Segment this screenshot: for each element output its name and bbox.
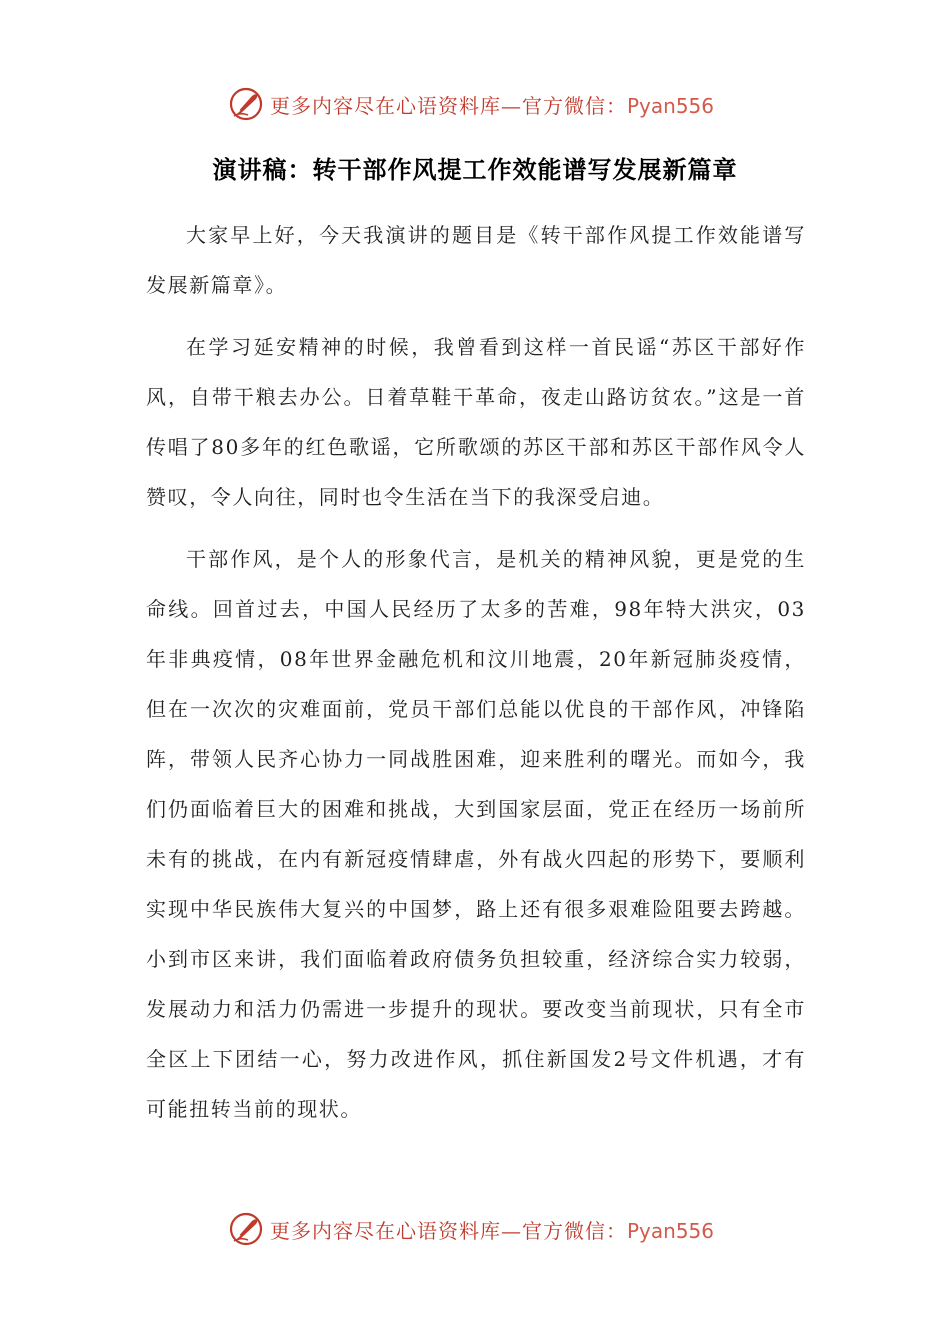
banner-text — [270, 90, 714, 119]
quill-pen-logo-icon — [228, 1211, 264, 1247]
banner-text — [270, 1215, 714, 1244]
banner-wechat-handle: Pyan556 — [627, 93, 715, 118]
banner-label: 更多内容尽在心语资料库—官方微信： — [270, 1218, 627, 1243]
banner-label: 更多内容尽在心语资料库—官方微信： — [270, 93, 627, 118]
paragraph-2: 在学习延安精神的时候，我曾看到这样一首民谣“苏区干部好作风，自带干粮去办公。日着草鞋干革命，夜走山路访贫农。”这是一首传唱了80多年的红色歌谣，它所歌颂的苏区干部和苏区干部作风令人赞叹，令人向往，同时也令生活在当下的我深受启迪。 — [146, 335, 806, 509]
paragraph-1: 大家早上好，今天我演讲的题目是《转干部作风提工作效能谱写发展新篇章》。 — [146, 223, 806, 297]
quill-pen-logo-icon — [228, 86, 264, 122]
paragraph-3: 干部作风，是个人的形象代言，是机关的精神风貌，更是党的生命线。回首过去，中国人民经历了太多的苦难，98年特大洪灾，03年非典疫情，08年世界金融危机和汶川地震，20年新冠肺炎疫情，但在一次次的灾难面前，党员干部们总能以优良的干部作风，冲锋陷阵，带领人民齐心协力一同战胜困难，迎来胜利的曙光。而如今，我们仍面临着巨大的困难和挑战，大到国家层面，党正在经历一场前所未有的挑战，在内有新冠疫情肆虐，外有战火四起的形势下，要顺利实现中华民族伟大复兴的中国梦，路上还有很多艰难险阻要去跨越。小到市区来讲，我们面临着政府债务负担较重，经济综合实力较弱，发展动力和活力仍需进一步提升的现状。要改变当前现状，只有全市全区上下团结一心，努力改进作风，抓住新国发2号文件机遇，才有可能扭转当前的现状。 — [146, 547, 806, 1121]
document-body — [146, 210, 806, 1146]
document-title: 演讲稿：转干部作风提工作效能谱写发展新篇章 — [212, 156, 738, 184]
banner-wechat-handle: Pyan556 — [627, 1218, 715, 1243]
footer-banner — [228, 1209, 714, 1249]
header-banner — [228, 84, 714, 124]
